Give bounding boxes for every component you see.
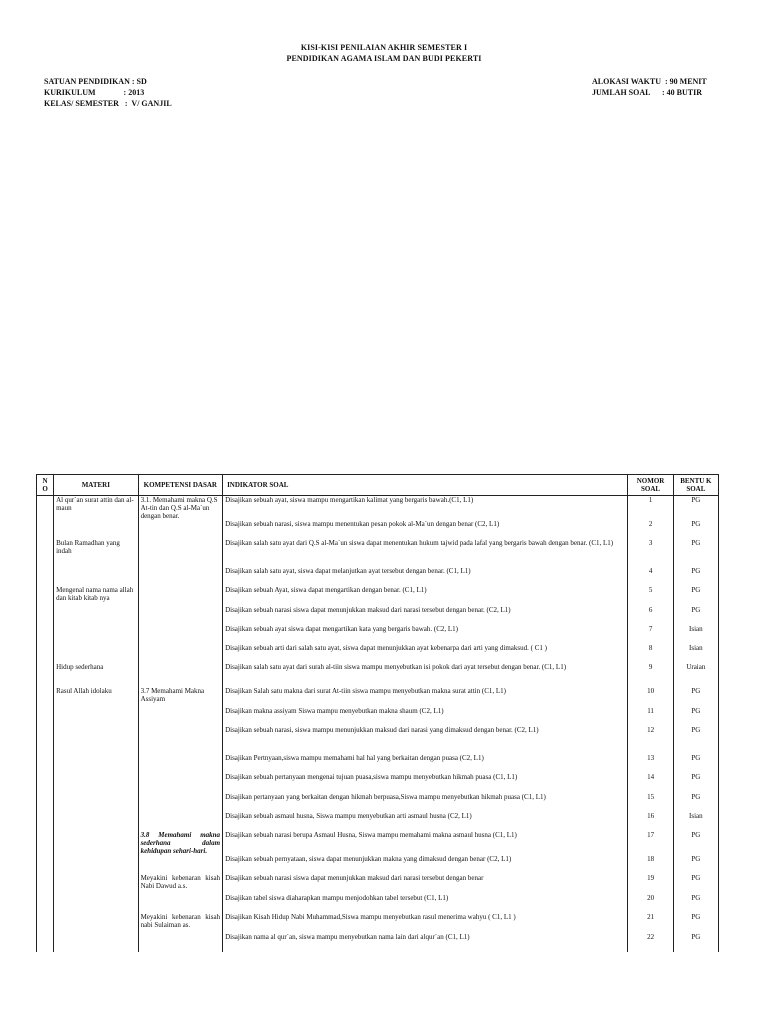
cell-kd: 3.7 Memahami Makna Assiyam (138, 687, 222, 707)
table-row (37, 754, 719, 773)
meta-satuan: SATUAN PENDIDIKAN : SD (44, 77, 147, 86)
cell-kd: 3.8 Memahami makna sederhana dalam kehidupan sehari-hari. (138, 831, 222, 855)
cell-indikator: Disajikan sebuah Ayat, siswa dapat mengartikan dengan benar. (C1, L1) (223, 586, 628, 606)
cell-materi: Rasul Allah idolaku (54, 687, 138, 707)
cell-materi (54, 707, 138, 726)
cell-materi (54, 567, 138, 586)
cell-bentuk: Isian (673, 644, 718, 663)
cell-materi (54, 520, 138, 539)
cell-materi: Mengenal nama nama allah dan kitab kitab nya (54, 586, 138, 606)
cell-indikator: Disajikan sebuah narasi, siswa mampu menunjukkan maksud dari narasi yang dimaksud dengan benar. (C2, L1) (223, 726, 628, 754)
cell-nomor: 14 (628, 773, 673, 793)
cell-kd (138, 644, 222, 663)
cell-kd (138, 933, 222, 952)
cell-nomor: 12 (628, 726, 673, 754)
cell-bentuk: PG (673, 754, 718, 773)
table-row (37, 874, 719, 894)
cell-no (37, 586, 54, 606)
cell-kd (138, 754, 222, 773)
meta-left (44, 76, 172, 109)
table-row (37, 726, 719, 754)
cell-bentuk: Isian (673, 812, 718, 831)
table-row (37, 687, 719, 707)
cell-indikator: Disajikan pertanyaan yang berkaitan dengan hikmah berpuasa,Siswa mampu menyebutkan hikmah puasa (C1, L1) (223, 793, 628, 812)
cell-no (37, 831, 54, 855)
cell-no (37, 793, 54, 812)
table-row (37, 625, 719, 644)
cell-bentuk: PG (673, 496, 718, 521)
header-bentuk: BENTU K SOAL (673, 475, 718, 496)
table-row (37, 586, 719, 606)
cell-no (37, 707, 54, 726)
cell-no (37, 933, 54, 952)
document-subtitle: PENDIDIKAN AGAMA ISLAM DAN BUDI PEKERTI (286, 54, 482, 63)
cell-kd (138, 520, 222, 539)
cell-nomor: 15 (628, 793, 673, 812)
cell-no (37, 874, 54, 894)
document-title: KISI-KISI PENILAIAN AKHIR SEMESTER I (300, 43, 468, 52)
table-row (37, 567, 719, 586)
cell-no (37, 539, 54, 567)
cell-materi (54, 812, 138, 831)
cell-kd (138, 539, 222, 567)
cell-bentuk: PG (673, 726, 718, 754)
cell-kd (138, 606, 222, 625)
cell-nomor: 11 (628, 707, 673, 726)
cell-kd (138, 855, 222, 874)
cell-kd (138, 793, 222, 812)
cell-indikator: Disajikan sebuah narasi siswa dapat menunjukkan maksud dari narasi tersebut dengan benar. (C2, L1) (223, 606, 628, 625)
header-indikator: INDIKATOR SOAL (223, 475, 628, 496)
cell-no (37, 567, 54, 586)
cell-kd (138, 567, 222, 586)
cell-indikator: Disajikan salah satu ayat, siswa dapat melanjutkan ayat tersebut dengan benar. (C1, L1) (223, 567, 628, 586)
table-row (37, 831, 719, 855)
cell-materi (54, 773, 138, 793)
cell-bentuk: PG (673, 773, 718, 793)
cell-materi (54, 913, 138, 933)
cell-materi (54, 831, 138, 855)
cell-bentuk: Uraian (673, 663, 718, 687)
cell-indikator: Disajikan salah satu ayat dari Q.S al-Ma`un siswa dapat menentukan hukum tajwid pada lafal yang bergaris bawah dengan benar. (C1, L1) (223, 539, 628, 567)
cell-no (37, 520, 54, 539)
table-row (37, 855, 719, 874)
cell-nomor: 9 (628, 663, 673, 687)
table-header-row (37, 475, 719, 496)
cell-nomor: 21 (628, 913, 673, 933)
cell-nomor: 20 (628, 894, 673, 913)
cell-bentuk: PG (673, 539, 718, 567)
table-row (37, 539, 719, 567)
meta-kelas: KELAS/ SEMESTER : V/ GANJIL (44, 99, 172, 108)
cell-kd (138, 625, 222, 644)
cell-bentuk: PG (673, 933, 718, 952)
cell-nomor: 4 (628, 567, 673, 586)
cell-indikator: Disajikan sebuah narasi, siswa mampu menentukan pesan pokok al-Ma`un dengan benar (C2, L1) (223, 520, 628, 539)
kisi-kisi-table (36, 474, 719, 952)
cell-materi (54, 644, 138, 663)
cell-nomor: 8 (628, 644, 673, 663)
cell-bentuk: PG (673, 520, 718, 539)
cell-indikator: Disajikan Pertnyaan,siswa mampu memahami hal hal yang berkaitan dengan puasa (C2, L1) (223, 754, 628, 773)
cell-indikator: Disajikan nama al qur`an, siswa mampu menyebutkan nama lain dari alqur`an (C1, L1) (223, 933, 628, 952)
cell-indikator: Disajikan sebuah arti dari salah satu ayat, siswa dapat menunjukkan ayat kebenarpa dari arti yang dimaksud. ( C1 ) (223, 644, 628, 663)
cell-indikator: Disajikan salah satu ayat dari surah al-tiin siswa mampu menyebutkan isi pokok dari ayat tersebut dengan benar. (C1, L1) (223, 663, 628, 687)
cell-materi (54, 855, 138, 874)
header-kd: KOMPETENSI DASAR (138, 475, 222, 496)
meta-jumlah: JUMLAH SOAL : 40 BUTIR (592, 88, 703, 97)
cell-indikator: Disajikan sebuah pertanyaan mengenai tujuan puasa,siswa mampu menyebutkan hikmah puasa (C1, L1) (223, 773, 628, 793)
cell-kd (138, 586, 222, 606)
cell-kd: Meyakini kebenaran kisah nabi Sulaiman as. (138, 913, 222, 933)
table-row (37, 773, 719, 793)
header-nomor: NOMOR SOAL (628, 475, 673, 496)
cell-materi (54, 793, 138, 812)
cell-no (37, 754, 54, 773)
cell-indikator: Disajikan tabel siswa diaharapkan mampu menjodohkan tabel tersebut (C1, L1) (223, 894, 628, 913)
cell-nomor: 13 (628, 754, 673, 773)
cell-kd (138, 812, 222, 831)
cell-no (37, 773, 54, 793)
cell-no (37, 644, 54, 663)
cell-no (37, 663, 54, 687)
cell-no (37, 496, 54, 521)
cell-nomor: 18 (628, 855, 673, 874)
cell-materi (54, 754, 138, 773)
cell-indikator: Disajikan sebuah asmaul husna, Siswa mampu menyebutkan arti asmaul husna (C2, L1) (223, 812, 628, 831)
cell-materi (54, 606, 138, 625)
cell-no (37, 606, 54, 625)
cell-materi (54, 894, 138, 913)
table-row (37, 894, 719, 913)
cell-kd: 3.1. Memahami makna Q.S At-tin dan Q.S al-Ma`un dengan benar. (138, 496, 222, 521)
cell-nomor: 7 (628, 625, 673, 644)
cell-indikator: Disajikan sebuah narasi berupa Asmaul Husna, Siswa mampu memahami makna asmaul husna (C1, L1) (223, 831, 628, 855)
cell-materi: Bulan Ramadhan yang indah (54, 539, 138, 567)
cell-bentuk: PG (673, 567, 718, 586)
cell-indikator: Disajikan makna assiyam Siswa mampu menyebutkan makna shaum (C2, L1) (223, 707, 628, 726)
cell-materi: Al qur`an surat attin dan al-maun (54, 496, 138, 521)
cell-nomor: 3 (628, 539, 673, 567)
table-row (37, 707, 719, 726)
header-materi: MATERI (54, 475, 138, 496)
cell-nomor: 17 (628, 831, 673, 855)
cell-nomor: 16 (628, 812, 673, 831)
cell-indikator: Disajikan Salah satu makna dari surat At-tiin siswa mampu menyebutkan makna surat attin (C1, L1) (223, 687, 628, 707)
table-row (37, 913, 719, 933)
cell-no (37, 855, 54, 874)
cell-materi (54, 625, 138, 644)
table-row (37, 606, 719, 625)
cell-indikator: Disajikan sebuah narasi siswa dapat menunjukkan maksud dari narasi tersebut dengan benar (223, 874, 628, 894)
cell-bentuk: PG (673, 894, 718, 913)
cell-nomor: 10 (628, 687, 673, 707)
cell-bentuk: Isian (673, 625, 718, 644)
cell-kd (138, 663, 222, 687)
table-row (37, 812, 719, 831)
table-row (37, 644, 719, 663)
cell-kd (138, 894, 222, 913)
cell-kd: Meyakini kebenaran kisah Nabi Dawud a.s. (138, 874, 222, 894)
cell-no (37, 625, 54, 644)
header-no: N O (37, 475, 54, 496)
cell-bentuk: PG (673, 606, 718, 625)
table-row (37, 496, 719, 521)
cell-bentuk: PG (673, 707, 718, 726)
cell-materi (54, 726, 138, 754)
cell-bentuk: PG (673, 687, 718, 707)
cell-no (37, 812, 54, 831)
table-row (37, 793, 719, 812)
cell-no (37, 894, 54, 913)
cell-bentuk: PG (673, 586, 718, 606)
cell-materi: Hidup sederhana (54, 663, 138, 687)
table-row (37, 933, 719, 952)
cell-bentuk: PG (673, 831, 718, 855)
cell-no (37, 687, 54, 707)
cell-indikator: Disajikan sebuah ayat siswa dapat mengartikan kata yang bergaris bawah. (C2, L1) (223, 625, 628, 644)
cell-no (37, 913, 54, 933)
table-row (37, 663, 719, 687)
cell-nomor: 2 (628, 520, 673, 539)
cell-materi (54, 933, 138, 952)
cell-nomor: 19 (628, 874, 673, 894)
cell-kd (138, 707, 222, 726)
cell-kd (138, 773, 222, 793)
cell-materi (54, 874, 138, 894)
cell-indikator: Disajikan sebuah ayat, siswa mampu mengartikan kalimat yang bergaris bawah.(C1, L1) (223, 496, 628, 521)
cell-nomor: 6 (628, 606, 673, 625)
cell-indikator: Disajikan Kisah Hidup Nabi Muhammad,Siswa mampu menyebutkan rasul menerima wahyu ( C1, L1 ) (223, 913, 628, 933)
cell-indikator: Disajikan sebuah pernyataan, siswa dapat menunjukkan makna yang dimaksud dengan benar (C2, L1) (223, 855, 628, 874)
cell-bentuk: PG (673, 855, 718, 874)
cell-nomor: 1 (628, 496, 673, 521)
table-row (37, 520, 719, 539)
cell-no (37, 726, 54, 754)
cell-nomor: 22 (628, 933, 673, 952)
cell-kd (138, 726, 222, 754)
cell-bentuk: PG (673, 793, 718, 812)
cell-bentuk: PG (673, 913, 718, 933)
meta-alokasi: ALOKASI WAKTU : 90 MENIT (592, 77, 707, 86)
cell-bentuk: PG (673, 874, 718, 894)
cell-nomor: 5 (628, 586, 673, 606)
meta-kurikulum: KURIKULUM : 2013 (44, 88, 145, 97)
meta-right (592, 76, 707, 98)
